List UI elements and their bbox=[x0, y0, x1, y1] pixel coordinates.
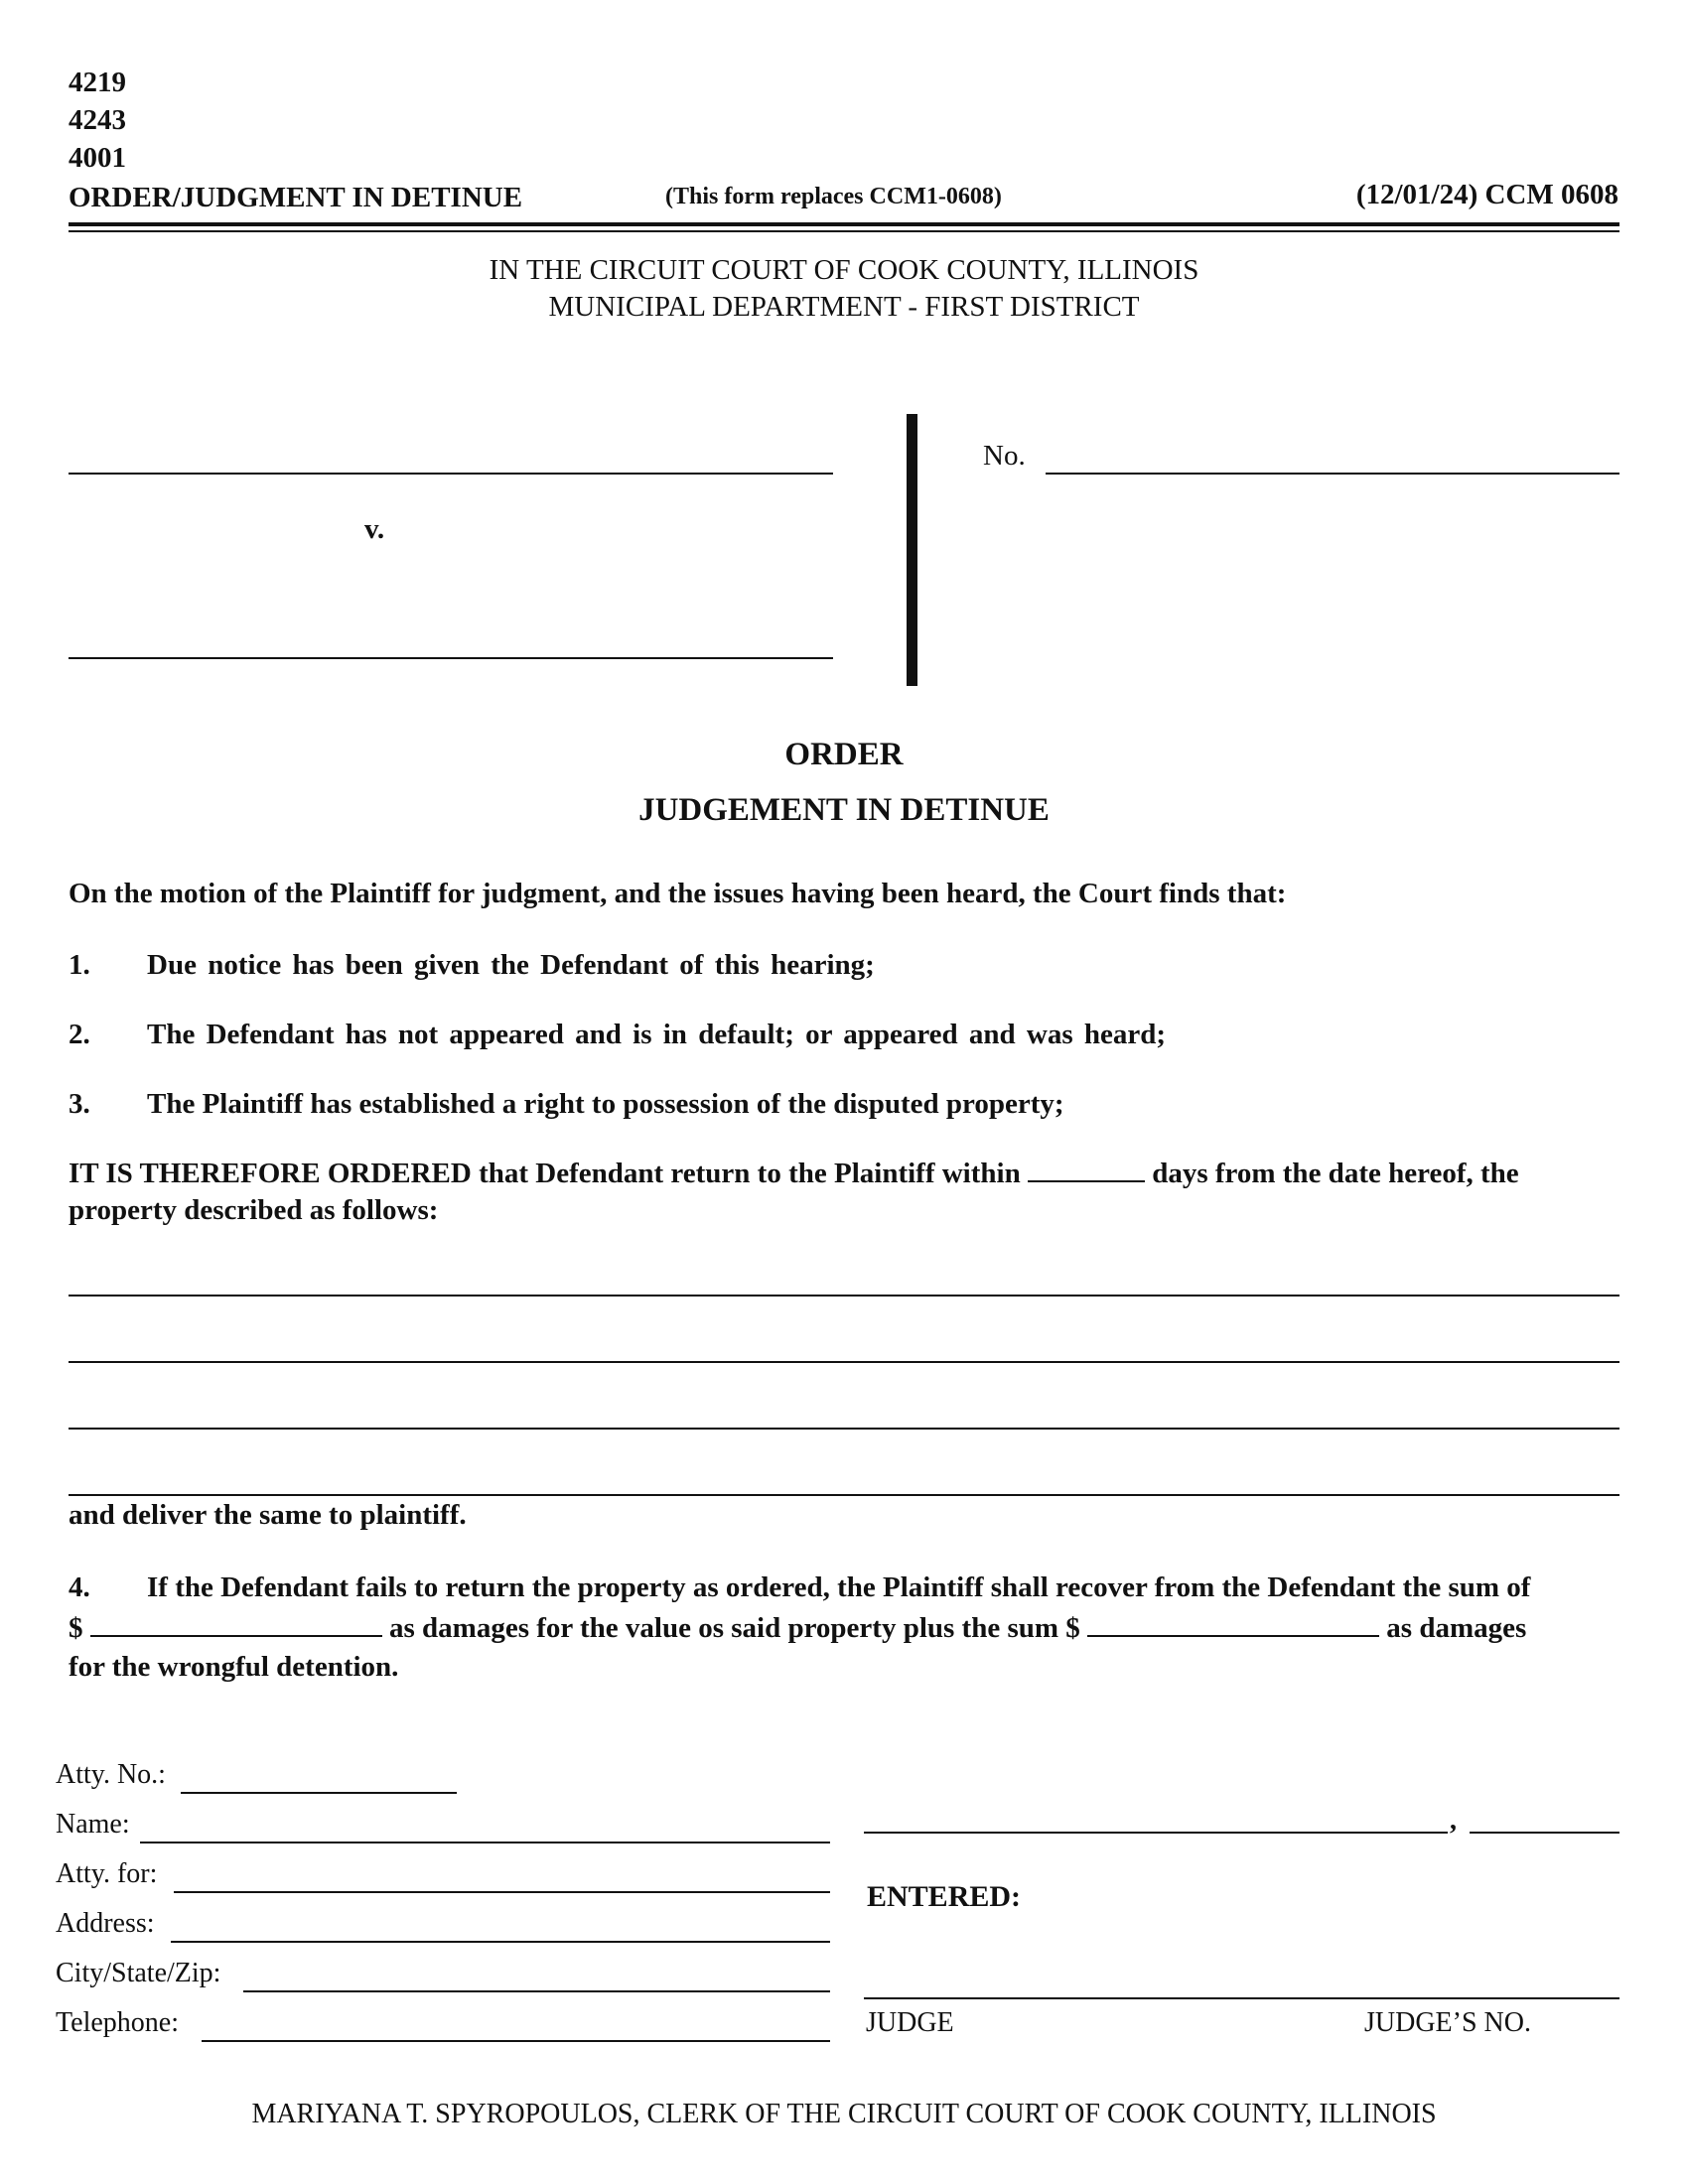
item4-text-2: as damages for the value os said property plus the sum $ bbox=[389, 1612, 1080, 1644]
ordered-text-2: days from the date hereof, the bbox=[1152, 1158, 1519, 1189]
detention-damages-blank[interactable] bbox=[1087, 1634, 1379, 1637]
ordered-text-3: property described as follows: bbox=[69, 1194, 439, 1226]
ordered-paragraph bbox=[69, 1158, 1519, 1190]
atty-for-line[interactable] bbox=[174, 1891, 830, 1893]
entered-date-line[interactable] bbox=[864, 1832, 1448, 1834]
intro-text: On the motion of the Plaintiff for judgment, and the issues having been heard, the Court finds that: bbox=[69, 878, 1287, 909]
judge-label: JUDGE bbox=[866, 2007, 954, 2038]
finding-number: 3. bbox=[69, 1088, 90, 1120]
form-code-3: 4001 bbox=[69, 142, 126, 174]
property-line-3[interactable] bbox=[69, 1428, 1619, 1430]
city-line[interactable] bbox=[243, 1990, 830, 1992]
address-label: Address: bbox=[56, 1908, 155, 1939]
finding-text: The Plaintiff has established a right to possession of the disputed property; bbox=[147, 1088, 1064, 1120]
caption-divider bbox=[907, 414, 917, 686]
name-label: Name: bbox=[56, 1809, 130, 1840]
entered-label: ENTERED: bbox=[867, 1880, 1022, 1913]
defendant-line[interactable] bbox=[69, 657, 833, 659]
value-damages-blank[interactable] bbox=[90, 1634, 382, 1637]
clerk-footer: MARIYANA T. SPYROPOULOS, CLERK OF THE CIRCUIT COURT OF COOK COUNTY, ILLINOIS bbox=[251, 2099, 1437, 2129]
telephone-line[interactable] bbox=[202, 2040, 830, 2042]
item4-text-3: as damages bbox=[1386, 1612, 1527, 1644]
name-line[interactable] bbox=[140, 1842, 830, 1843]
deliver-text: and deliver the same to plaintiff. bbox=[69, 1499, 467, 1531]
atty-for-label: Atty. for: bbox=[56, 1858, 158, 1889]
finding-text: Due notice has been given the Defendant of this hearing; bbox=[147, 949, 875, 981]
entered-year-line[interactable] bbox=[1470, 1832, 1619, 1834]
finding-number: 2. bbox=[69, 1019, 90, 1050]
court-department: MUNICIPAL DEPARTMENT - FIRST DISTRICT bbox=[548, 291, 1140, 323]
dollar-sign: $ bbox=[69, 1612, 83, 1644]
form-code-1: 4219 bbox=[69, 67, 126, 98]
address-line[interactable] bbox=[171, 1941, 830, 1943]
comma: , bbox=[1450, 1805, 1457, 1836]
case-number-line[interactable] bbox=[1046, 473, 1619, 475]
item4-text-4: for the wrongful detention. bbox=[69, 1651, 399, 1683]
item4-text-1: If the Defendant fails to return the property as ordered, the Plaintiff shall recover from the Defendant the sum of bbox=[147, 1571, 1531, 1603]
form-title: ORDER/JUDGMENT IN DETINUE bbox=[69, 182, 523, 213]
telephone-label: Telephone: bbox=[56, 2007, 179, 2038]
order-subtitle: JUDGEMENT IN DETINUE bbox=[638, 792, 1050, 828]
case-no-label: No. bbox=[983, 440, 1026, 472]
atty-no-label: Atty. No.: bbox=[56, 1759, 166, 1790]
item4-number: 4. bbox=[69, 1571, 90, 1603]
property-line-2[interactable] bbox=[69, 1361, 1619, 1363]
header-rule-thick bbox=[69, 222, 1619, 226]
property-line-1[interactable] bbox=[69, 1295, 1619, 1297]
finding-text: The Defendant has not appeared and is in default; or appeared and was heard; bbox=[147, 1019, 1167, 1050]
item4-line-2 bbox=[69, 1612, 1526, 1645]
city-label: City/State/Zip: bbox=[56, 1958, 221, 1988]
order-title: ORDER bbox=[784, 737, 904, 772]
property-line-4[interactable] bbox=[69, 1494, 1619, 1496]
plaintiff-line[interactable] bbox=[69, 473, 833, 475]
form-replaces-note: (This form replaces CCM1-0608) bbox=[665, 184, 1002, 209]
header-rule-thin bbox=[69, 230, 1619, 232]
judge-signature-line[interactable] bbox=[864, 1997, 1619, 1999]
form-code-2: 4243 bbox=[69, 104, 126, 136]
ordered-text-1: IT IS THEREFORE ORDERED that Defendant return to the Plaintiff within bbox=[69, 1158, 1021, 1189]
form-id: (12/01/24) CCM 0608 bbox=[1355, 179, 1618, 210]
atty-no-line[interactable] bbox=[181, 1792, 457, 1794]
court-name: IN THE CIRCUIT COURT OF COOK COUNTY, ILLINOIS bbox=[489, 254, 1199, 286]
finding-number: 1. bbox=[69, 949, 90, 981]
days-blank[interactable] bbox=[1028, 1179, 1145, 1182]
judge-no-label: JUDGE’S NO. bbox=[1364, 2007, 1531, 2038]
versus-label: v. bbox=[364, 513, 385, 545]
